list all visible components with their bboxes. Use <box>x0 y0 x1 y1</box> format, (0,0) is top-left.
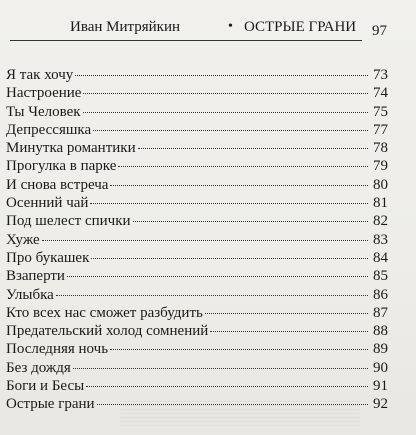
toc-entry-title: Улыбка <box>6 286 54 303</box>
toc-entry <box>6 231 388 249</box>
toc-entry-page: 80 <box>373 176 388 193</box>
toc-entry <box>6 340 388 358</box>
dot-leader <box>91 258 368 259</box>
toc-entry-page: 77 <box>373 121 388 138</box>
running-head <box>44 16 364 38</box>
toc-entry <box>6 267 388 285</box>
toc-entry-page: 75 <box>373 103 388 120</box>
toc-entry-page: 78 <box>373 140 388 157</box>
table-of-contents <box>6 66 388 414</box>
header-rule <box>10 40 362 41</box>
dot-leader <box>110 185 368 186</box>
toc-entry-title: Про букашек <box>6 249 90 266</box>
toc-entry <box>6 139 388 157</box>
dot-leader <box>83 112 368 113</box>
toc-entry-title: Настроение <box>6 85 82 102</box>
toc-entry-page: 92 <box>373 396 388 413</box>
toc-entry-title: Под шелест спички <box>6 213 131 230</box>
toc-entry-title: Острые грани <box>6 396 95 413</box>
toc-entry-page: 83 <box>373 231 388 248</box>
author-name: Иван Митряйкин <box>70 19 181 35</box>
toc-entry-title: Без дождя <box>6 359 71 376</box>
toc-entry-title: Кто всех нас сможет разбудить <box>6 304 203 321</box>
dot-leader <box>93 130 368 131</box>
toc-entry-page: 81 <box>373 195 388 212</box>
toc-entry <box>6 194 388 212</box>
toc-entry <box>6 84 388 102</box>
dot-leader <box>118 166 368 167</box>
dot-leader <box>86 386 368 387</box>
toc-entry-title: И снова встреча <box>6 176 109 193</box>
header-separator-bullet: • <box>228 19 233 34</box>
dot-leader <box>110 349 368 350</box>
toc-entry-title: Хуже <box>6 231 40 248</box>
toc-entry <box>6 212 388 230</box>
toc-entry-page: 87 <box>373 304 388 321</box>
toc-entry-page: 73 <box>373 67 388 83</box>
toc-entry <box>6 121 388 139</box>
toc-entry-title: Последняя ночь <box>6 341 109 358</box>
toc-entry-title: Взаперти <box>6 268 65 285</box>
toc-entry <box>6 322 388 340</box>
toc-entry-page: 89 <box>373 341 388 358</box>
dot-leader <box>56 295 368 296</box>
toc-entry <box>6 286 388 304</box>
dot-leader <box>67 276 368 277</box>
dot-leader <box>205 313 368 314</box>
toc-entry-page: 79 <box>373 158 388 175</box>
toc-entry-title: Минутка романтики <box>6 140 136 157</box>
book-title: ОСТРЫЕ ГРАНИ <box>244 19 357 35</box>
toc-entry <box>6 176 388 194</box>
dot-leader <box>210 331 368 332</box>
dot-leader <box>138 148 368 149</box>
toc-entry-page: 88 <box>373 323 388 340</box>
toc-entry-title: Ты Человек <box>6 103 81 120</box>
toc-entry-page: 90 <box>373 359 388 376</box>
toc-entry <box>6 66 388 84</box>
toc-entry <box>6 377 388 395</box>
dot-leader <box>133 221 368 222</box>
toc-entry-title: Депрессяшка <box>6 121 92 138</box>
page-number: 97 <box>372 23 387 39</box>
dot-leader <box>90 203 368 204</box>
toc-entry <box>6 359 388 377</box>
toc-entry-title: Прогулка в парке <box>6 158 117 175</box>
toc-entry-page: 86 <box>373 286 388 303</box>
toc-entry-page: 85 <box>373 268 388 285</box>
toc-entry-title: Я так хочу <box>6 67 74 83</box>
dot-leader <box>42 240 368 241</box>
dot-leader <box>73 368 368 369</box>
toc-entry <box>6 249 388 267</box>
toc-entry-page: 74 <box>373 85 388 102</box>
toc-entry <box>6 157 388 175</box>
toc-entry-title: Осенний чай <box>6 195 89 212</box>
toc-entry-page: 84 <box>373 249 388 266</box>
toc-entry <box>6 304 388 322</box>
dot-leader <box>75 75 368 76</box>
dot-leader <box>83 93 368 94</box>
toc-entry-page: 91 <box>373 378 388 395</box>
toc-entry-title: Боги и Бесы <box>6 378 85 395</box>
toc-entry <box>6 103 388 121</box>
bleed-through-text-shadow <box>120 398 360 428</box>
toc-entry-title: Предательский холод сомнений <box>6 323 209 340</box>
toc-entry-page: 82 <box>373 213 388 230</box>
